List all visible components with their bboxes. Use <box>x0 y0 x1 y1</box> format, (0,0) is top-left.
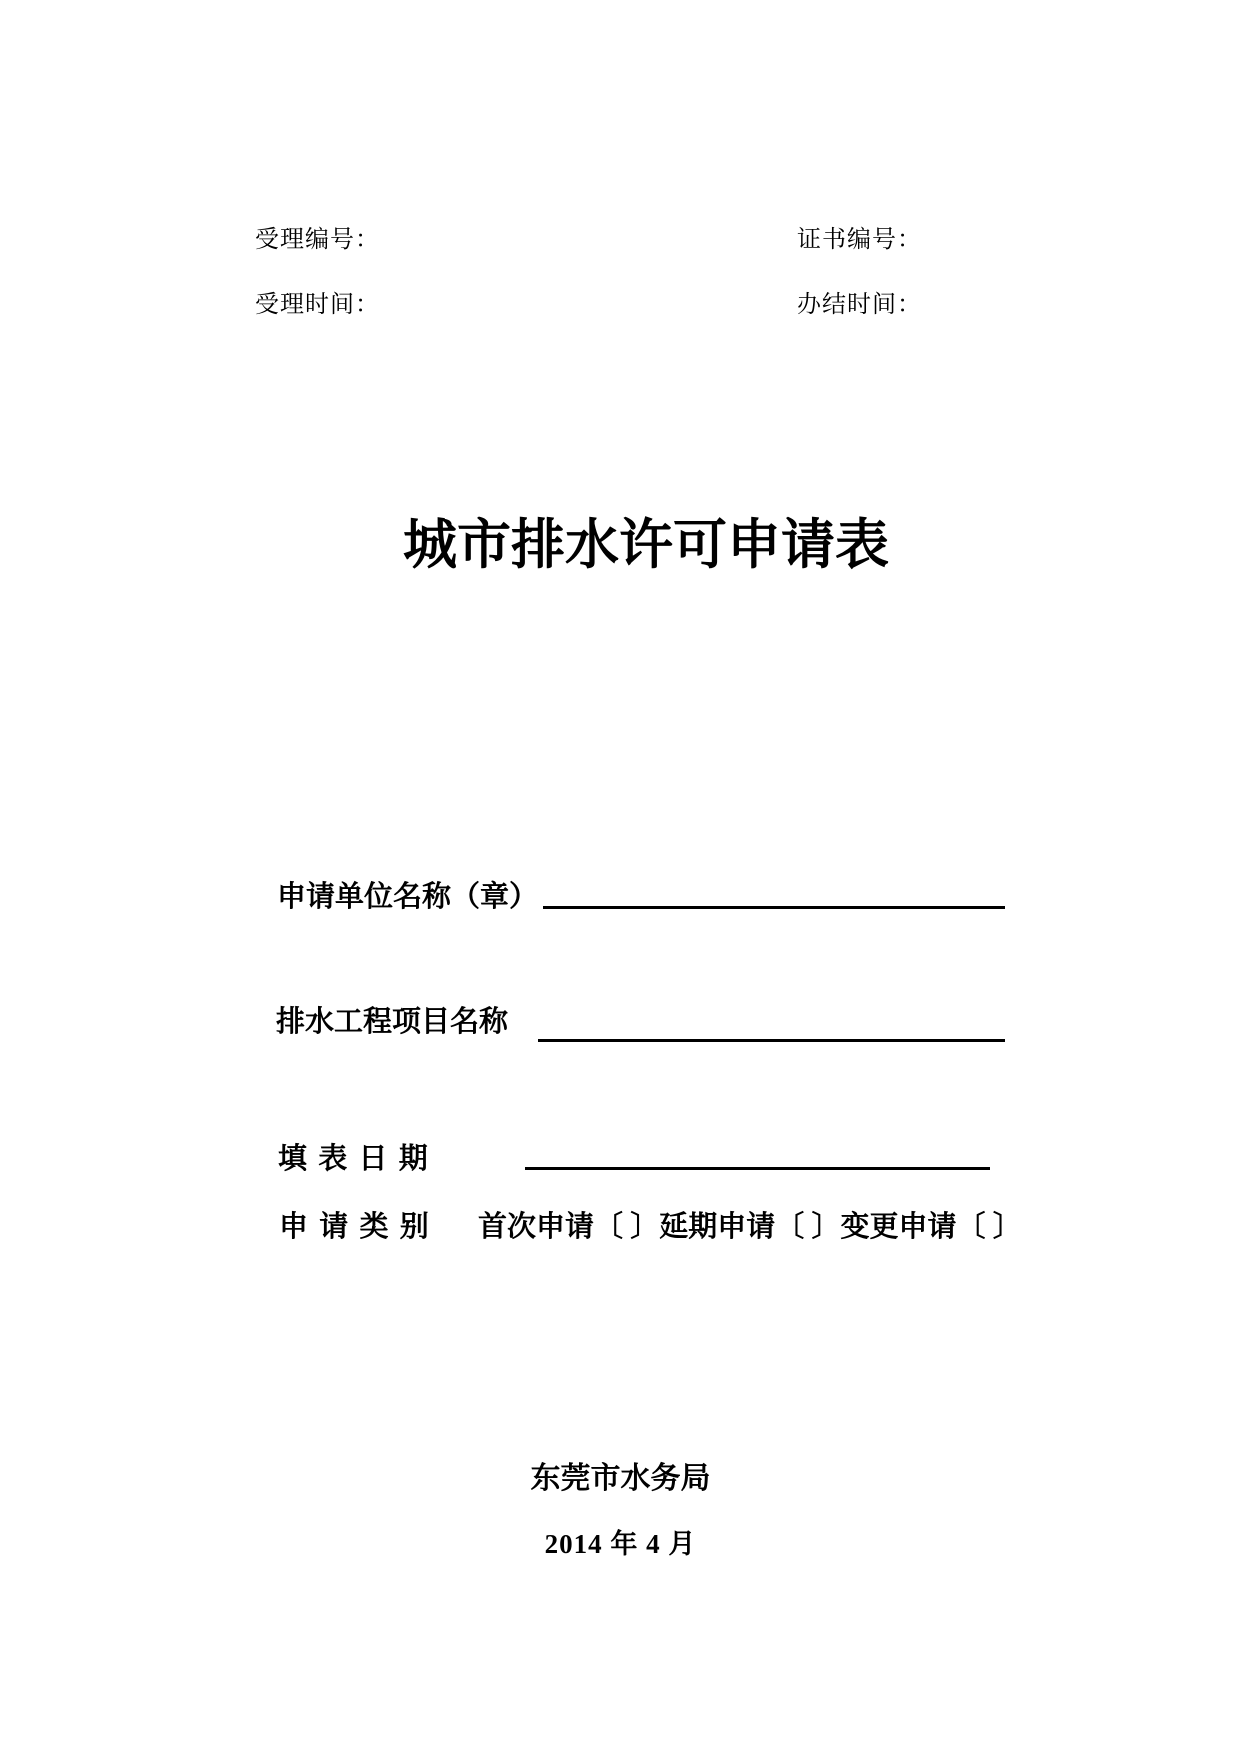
issue-date: 2014 年 4 月 <box>544 1529 697 1559</box>
option-extension-application[interactable]: 延期申请〔 〕 <box>659 1211 841 1243</box>
completion-time-field[interactable] <box>920 291 1200 321</box>
acceptance-time-field[interactable] <box>380 291 660 321</box>
acceptance-time-label: 受理时间： <box>255 292 380 318</box>
acceptance-number-label: 受理编号： <box>255 227 380 253</box>
drainage-project-name-line[interactable] <box>538 1039 1005 1042</box>
option-change-application[interactable]: 变更申请〔 〕 <box>840 1211 1022 1243</box>
fill-date-label: 填 表 日 期 <box>278 1143 430 1175</box>
fill-date-line[interactable] <box>525 1167 990 1170</box>
page-title: 城市排水许可申请表 <box>403 515 889 575</box>
applicant-unit-name-label: 申请单位名称（章） <box>277 881 539 913</box>
issuing-organization: 东莞市水务局 <box>530 1462 711 1495</box>
application-type-options <box>478 1211 1022 1244</box>
completion-time-label: 办结时间： <box>797 292 922 318</box>
drainage-project-name-label: 排水工程项目名称 <box>276 1006 509 1038</box>
acceptance-number-field[interactable] <box>380 226 660 256</box>
certificate-number-field[interactable] <box>920 226 1200 256</box>
applicant-unit-name-line[interactable] <box>543 906 1005 909</box>
option-first-application[interactable]: 首次申请〔 〕 <box>478 1211 660 1243</box>
certificate-number-label: 证书编号： <box>797 227 922 253</box>
application-type-label: 申 请 类 别 <box>279 1211 431 1243</box>
